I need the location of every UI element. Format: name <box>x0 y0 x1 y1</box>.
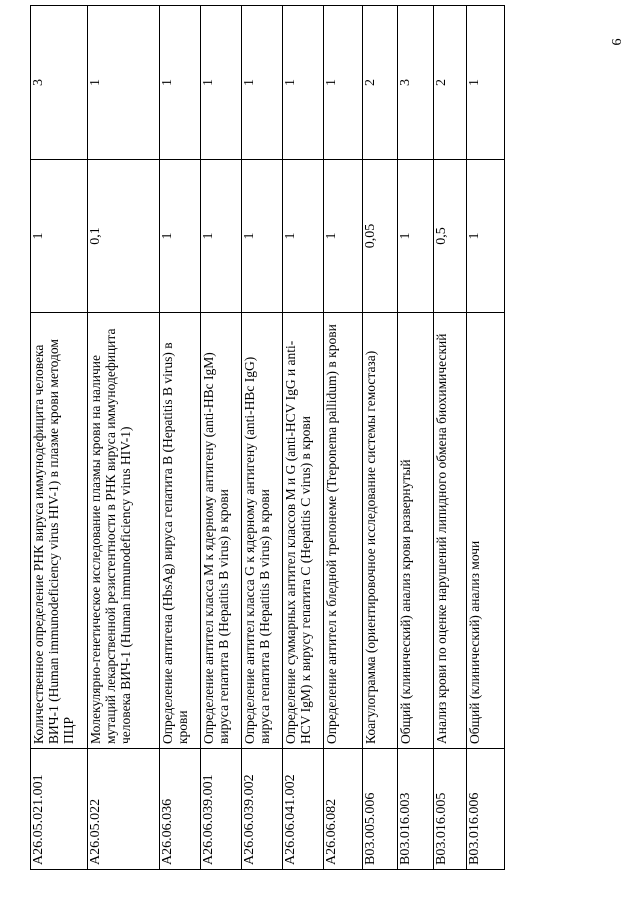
table-row <box>160 6 201 870</box>
row-code: A26.05.022 <box>88 749 160 870</box>
row-description: Анализ крови по оценке нарушений липидного обмена биохимический <box>434 313 467 749</box>
table-row <box>467 6 505 870</box>
table-row <box>324 6 363 870</box>
table-row <box>434 6 467 870</box>
row-code: B03.005.006 <box>363 749 398 870</box>
services-table <box>30 5 505 870</box>
row-description: Коагулограмма (ориентировочное исследование системы гемостаза) <box>363 313 398 749</box>
row-code: B03.016.003 <box>398 749 434 870</box>
row-value-2: 1 <box>283 6 324 160</box>
row-code: A26.06.082 <box>324 749 363 870</box>
row-value-2: 1 <box>201 6 242 160</box>
row-description: Определение антител к бледной трепонеме (Treponema pallidum) в крови <box>324 313 363 749</box>
table-row <box>201 6 242 870</box>
row-value-2: 3 <box>31 6 88 160</box>
row-description: Определение суммарных антител классов M и G (anti-HCV IgG и anti-HCV IgM) к вирусу гепатита C (Hepatitis C virus) в крови <box>283 313 324 749</box>
row-code: A26.06.039.002 <box>242 749 283 870</box>
row-value-1: 0,1 <box>88 160 160 313</box>
row-description: Общий (клинический) анализ крови развернутый <box>398 313 434 749</box>
row-value-2: 3 <box>398 6 434 160</box>
rotated-table-container <box>30 6 484 870</box>
table-row <box>398 6 434 870</box>
row-value-2: 1 <box>324 6 363 160</box>
row-description: Общий (клинический) анализ мочи <box>467 313 505 749</box>
row-code: A26.06.036 <box>160 749 201 870</box>
row-code: A26.05.021.001 <box>31 749 88 870</box>
row-value-1: 1 <box>160 160 201 313</box>
row-value-1: 1 <box>31 160 88 313</box>
row-code: B03.016.006 <box>467 749 505 870</box>
row-value-1: 1 <box>283 160 324 313</box>
row-value-1: 1 <box>201 160 242 313</box>
row-description: Количественное определение РНК вируса иммунодефицита человека ВИЧ-1 (Human immunodeficiency virus HIV-1) в плазме крови методом ПЦР <box>31 313 88 749</box>
row-value-1: 1 <box>324 160 363 313</box>
row-value-2: 1 <box>160 6 201 160</box>
row-value-2: 2 <box>363 6 398 160</box>
row-value-1: 1 <box>398 160 434 313</box>
row-value-1: 0,05 <box>363 160 398 313</box>
page-number: 6 <box>610 38 625 46</box>
row-description: Определение антител класса G к ядерному антигену (anti-HBc IgG) вируса гепатита B (Hepatitis B virus) в крови <box>242 313 283 749</box>
row-description: Определение антител класса M к ядерному антигену (anti-HBc IgM) вируса гепатита B (Hepatitis B virus) в крови <box>201 313 242 749</box>
table-row <box>242 6 283 870</box>
row-value-1: 1 <box>242 160 283 313</box>
row-value-2: 1 <box>242 6 283 160</box>
table-row <box>88 6 160 870</box>
row-value-2: 2 <box>434 6 467 160</box>
row-value-1: 0,5 <box>434 160 467 313</box>
row-code: B03.016.005 <box>434 749 467 870</box>
row-description: Молекулярно-генетическое исследование плазмы крови на наличие мутаций лекарственной резистентности в РНК вируса иммунодефицита человека ВИЧ-1 (Human immunodeficiency virus HIV-1) <box>88 313 160 749</box>
row-value-2: 1 <box>88 6 160 160</box>
row-code: A26.06.041.002 <box>283 749 324 870</box>
table-row <box>31 6 88 870</box>
row-code: A26.06.039.001 <box>201 749 242 870</box>
row-value-2: 1 <box>467 6 505 160</box>
table-row <box>363 6 398 870</box>
table-row <box>283 6 324 870</box>
row-description: Определение антигена (HbsAg) вируса гепатита B (Hepatitis B virus) в крови <box>160 313 201 749</box>
row-value-1: 1 <box>467 160 505 313</box>
